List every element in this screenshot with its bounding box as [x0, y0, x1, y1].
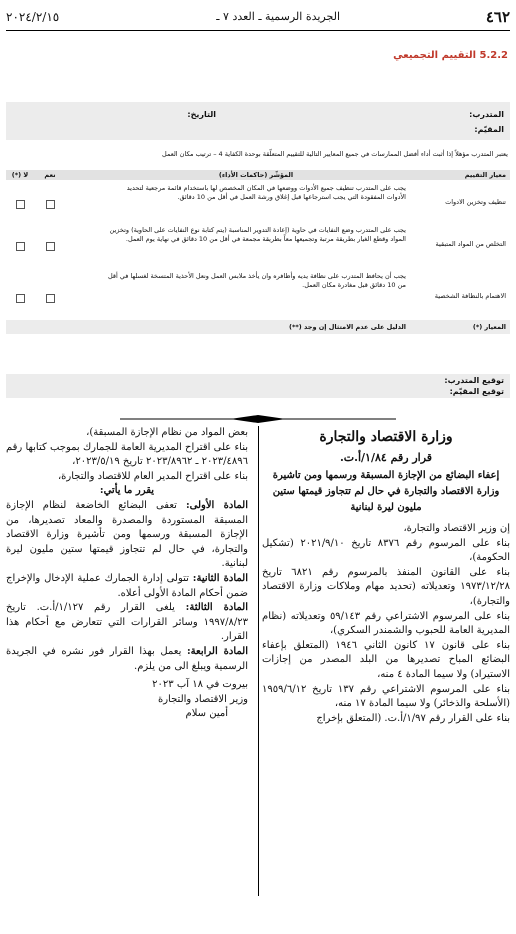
yes-checkbox[interactable] [46, 242, 55, 251]
row-indicator: يجب على المتدرب وضع النفايات في حاوية (إعادة التدوير المناسبة (يتم كتابة نوع النفايات على الحاوية) وتخزين المواد وقطع الغيار بطريقة مرتبة وتجميعها معاً بطريقة مجمعة في أقل من 10 دقائق في نهاية يوم العمل. [109, 226, 406, 243]
signer-name: أمين سلام [185, 708, 228, 720]
paragraph: بناء على المرسوم الاشتراعي رقم ١٣٧ تاريخ ١٩٥٩/٦/١٢ (الأسلحة والذخائر) ولا سيما المادة ١٧ منه، [262, 683, 510, 710]
paragraph: بناء على القرار رقم ١/٩٧/أ.ت. (المتعلق بإخراج [316, 712, 510, 724]
page-header [6, 8, 510, 30]
form-intro: يعتبر المتدرب مؤهلاً إذا أثبت أداء أفضل الممارسات في جميع المعايير التالية للتقييم المتعلّقة بوحدة الكفاية 4 – ترتيب مكان العمل [162, 150, 508, 158]
row-criterion: التخلص من المواد المتبقية [435, 240, 506, 248]
paragraph: بناء على المرسوم رقم ٨٣٧٦ تاريخ ٢٠٢١/٩/١٠ (تشكيل الحكومة)، [262, 537, 510, 564]
no-checkbox[interactable] [16, 294, 25, 303]
decision-number: قرار رقم ١/٨٤/أ.ت. [339, 451, 433, 464]
article-text: يعمل بهذا القرار فور نشره في الجريدة الرسمية ويبلغ الى من يلزم. [6, 645, 248, 672]
table-row [6, 184, 510, 224]
decision-left-column [6, 426, 248, 722]
paragraph: بناء على اقتراح المدير العام للاقتصاد والتجارة، [57, 470, 248, 482]
no-checkbox[interactable] [16, 242, 25, 251]
decision-subject: إعفاء البضائع من الإجازة المسبقة ورسمها ومن تاشيرة وزارة الاقتصاد والتجارة في حال لم تتجاوز قيمتها ستين مليون ليرة لبنانية [272, 470, 500, 513]
date-label: التاريخ: [187, 110, 216, 119]
decides-line: يقرر ما يأتي: [99, 485, 155, 497]
article-label: المادة الثالثة: [185, 602, 248, 614]
row-criterion: تنظيف وتخزين الادوات [445, 198, 506, 206]
evaluation-table [6, 170, 510, 336]
article-label: المادة الرابعة: [186, 645, 248, 657]
separator-ornament [120, 414, 396, 424]
footer-criterion: المعيار (*) [472, 323, 506, 331]
article-text: تتولى إدارة الجمارك عملية الإدخال والإخراج ضمن أحكام المادة الأولى أعلاه. [6, 572, 248, 599]
row-indicator: يجب أن يحافظ المتدرب على نظافة يديه وأظافره وان يأخذ ملابس العمل ونعل الأحذية المتسخة لغسلها في أقل من 10 دقائق قبل مغادرة مكان العمل. [107, 272, 406, 289]
paragraph: بناء على اقتراح المديرية العامة للجمارك بموجب كتابها رقم ٢٠٢٣/٤٨٩٦ ـ ٢٠٢٣/٨٩٦٢ تاريخ ٢٠٢٣/٥/١٩، [6, 441, 248, 468]
table-header [6, 170, 510, 180]
trainee-signature-label: توقيع المتدرب: [444, 376, 504, 385]
article-2 [6, 572, 248, 601]
header-criteria: معيار التقييم [464, 171, 506, 179]
table-row [6, 272, 510, 312]
article-text: تعفى البضائع الخاضعة لنظام الإجازة المسبقة المستوردة والمصدرة والمعاد تصديرها، من الإجازة المسبقة ورسمها ومن تأشيرة وزارة الاقتصاد والتجارة، في حال لم تتجاوز قيمتها ستين مليون ليرة لبنانية. [6, 499, 248, 570]
paragraph: بناء على المرسوم الاشتراعي رقم ٥٩/١٤٣ وتعديلاته (نظام المديرية العامة للحبوب والشمندر السكري)، [262, 610, 510, 637]
journal-title: الجريدة الرسمية ـ العدد ٧ ـ [216, 10, 340, 23]
paragraph: بعض المواد من نظام الإجازة المسبقة)، [86, 427, 248, 438]
paragraph: بناء على قانون ١٧ كانون الثاني ١٩٤٦ (المتعلق بإعفاء البضائع المباح تصديرها من البلد المصدر من إجازات الاستيراد) ولا سيما المادة ٤ منه، [262, 639, 510, 680]
footer-evidence: الدليل على عدم الامتثال إن وجد (**) [289, 323, 406, 331]
paragraph: إن وزير الاقتصاد والتجارة، [403, 523, 510, 534]
article-label: المادة الثانية: [192, 572, 248, 584]
table-footer [6, 320, 510, 334]
header-yes: نعم [44, 171, 56, 179]
decision-right-column [262, 426, 510, 726]
yes-checkbox[interactable] [46, 294, 55, 303]
assessor-signature-label: توقيع المقيّم: [449, 387, 504, 396]
trainee-info-box [6, 102, 510, 140]
place-date: بيروت في ١٨ آب ٢٠٢٣ [152, 679, 248, 691]
row-criterion: الاهتمام بالنظافة الشخصية [434, 292, 506, 300]
column-divider [258, 426, 259, 896]
article-label: المادة الأولى: [185, 499, 248, 511]
article-text: يلغى القرار رقم ١/١٢٧/أ.ت. تاريخ ١٩٩٧/٨/٢٣ وسائر القرارات التي تتعارض مع أحكام هذا القرار. [6, 602, 248, 643]
trainee-label: المتدرب: [469, 110, 504, 119]
paragraph: بناء على القانون المنفذ بالمرسوم رقم ٦٨٢١ تاريخ ١٩٧٣/١٢/٢٨ وتعديلاته (تحديد مهام وملاكات وزارة الاقتصاد والتجارة)، [262, 566, 510, 607]
yes-checkbox[interactable] [46, 200, 55, 209]
article-3 [6, 601, 248, 645]
table-row [6, 226, 510, 266]
page-number: ٤٦٢ [485, 8, 510, 26]
section-title: 5.2.2 التقييم التجميعي [393, 50, 508, 61]
no-checkbox[interactable] [16, 200, 25, 209]
header-indicator: المؤشّر (حاكمات الأداء) [218, 171, 294, 179]
header-rule [6, 30, 510, 31]
ministry-title: وزارة الاقتصاد والتجارة [319, 429, 453, 445]
signer-title: وزير الاقتصاد والتجارة [157, 693, 248, 705]
issue-date: ٢٠٢٤/٢/١٥ [6, 10, 60, 24]
signature-box [6, 374, 510, 398]
article-4 [6, 645, 248, 674]
article-1 [6, 499, 248, 572]
row-indicator: يجب على المتدرب تنظيف جميع الأدوات ووضعها في المكان المخصص لها باستخدام قائمة مرجعية لتحديد الأدوات المفقودة التي يجب استرجاعها قبل إغلاق ورشة العمل في أقل من 10 دقائق. [126, 184, 406, 201]
header-no: لا (*) [11, 171, 29, 179]
assessor-label: المقيّم: [474, 125, 504, 134]
